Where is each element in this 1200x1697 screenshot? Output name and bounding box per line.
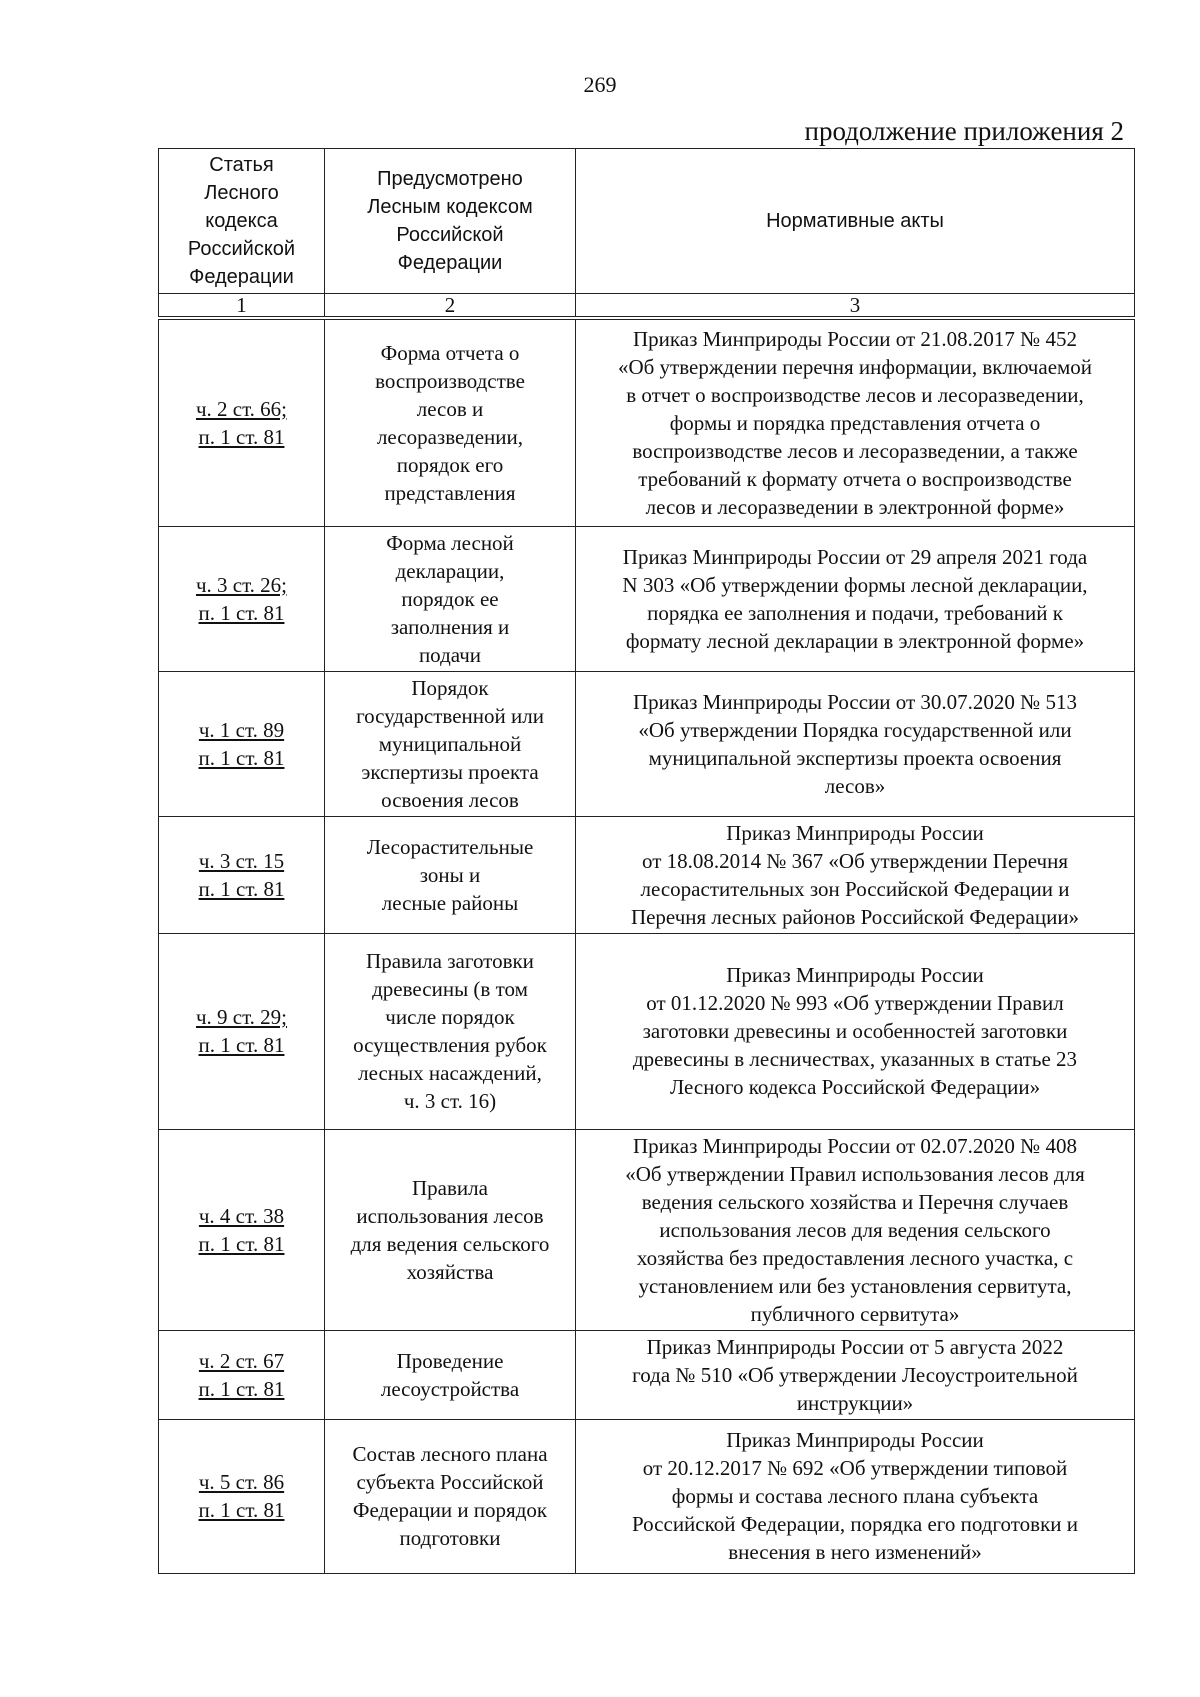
article-reference: ч. 2 ст. 66; п. 1 ст. 81 xyxy=(159,318,325,526)
table-row xyxy=(159,1129,1135,1330)
header-provision: Предусмотрено Лесным кодексом Российской Федерации xyxy=(325,149,576,294)
table-row xyxy=(159,933,1135,1129)
table-row xyxy=(159,526,1135,671)
header-acts: Нормативные акты xyxy=(576,149,1135,294)
provision-cell: Форма лесной декларации, порядок ее заполнения и подачи xyxy=(325,526,576,671)
article-reference: ч. 9 ст. 29; п. 1 ст. 81 xyxy=(159,933,325,1129)
header-article: Статья Лесного кодекса Российской Федерации xyxy=(159,149,325,294)
continuation-caption: продолжение приложения 2 xyxy=(804,116,1124,146)
column-number: 3 xyxy=(576,294,1135,319)
table-row xyxy=(159,1419,1135,1573)
table-row xyxy=(159,318,1135,526)
provision-cell: Проведение лесоустройства xyxy=(325,1330,576,1419)
normative-act-cell: Приказ Минприроды России от 01.12.2020 № 993 «Об утверждении Правил заготовки древесины и особенностей заготовки древесины в лесничествах, указанных в статье 23 Лесного кодекса Российской Федерации» xyxy=(576,933,1135,1129)
normative-act-cell: Приказ Минприроды России от 21.08.2017 № 452 «Об утверждении перечня информации, включаемой в отчет о воспроизводстве лесов и лесоразведении, формы и порядка представления отчета о воспроизводстве лесов и лесоразведении, а также требований к формату отчета о воспроизводстве лесов и лесоразведении в электронной форме» xyxy=(576,318,1135,526)
provision-cell: Состав лесного плана субъекта Российской Федерации и порядок подготовки xyxy=(325,1419,576,1573)
article-reference: ч. 3 ст. 26; п. 1 ст. 81 xyxy=(159,526,325,671)
normative-act-cell: Приказ Минприроды России от 5 августа 2022 года № 510 «Об утверждении Лесоустроительной инструкции» xyxy=(576,1330,1135,1419)
article-reference: ч. 1 ст. 89 п. 1 ст. 81 xyxy=(159,671,325,816)
table-row xyxy=(159,671,1135,816)
article-reference: ч. 2 ст. 67 п. 1 ст. 81 xyxy=(159,1330,325,1419)
column-number: 2 xyxy=(325,294,576,319)
normative-act-cell: Приказ Минприроды России от 29 апреля 2021 года N 303 «Об утверждении формы лесной декларации, порядка ее заполнения и подачи, требований к формату лесной декларации в электронной форме» xyxy=(576,526,1135,671)
normative-acts-table xyxy=(158,148,1135,1574)
article-reference: ч. 3 ст. 15 п. 1 ст. 81 xyxy=(159,816,325,933)
normative-act-cell: Приказ Минприроды России от 30.07.2020 № 513 «Об утверждении Порядка государственной или муниципальной экспертизы проекта освоения лесов» xyxy=(576,671,1135,816)
page-number: 269 xyxy=(583,72,617,97)
normative-act-cell: Приказ Минприроды России от 18.08.2014 № 367 «Об утверждении Перечня лесорастительных зон Российской Федерации и Перечня лесных районов Российской Федерации» xyxy=(576,816,1135,933)
provision-cell: Лесорастительные зоны и лесные районы xyxy=(325,816,576,933)
table-row xyxy=(159,816,1135,933)
normative-act-cell: Приказ Минприроды России от 20.12.2017 № 692 «Об утверждении типовой формы и состава лесного плана субъекта Российской Федерации, порядка его подготовки и внесения в него изменений» xyxy=(576,1419,1135,1573)
article-reference: ч. 4 ст. 38 п. 1 ст. 81 xyxy=(159,1129,325,1330)
provision-cell: Форма отчета о воспроизводстве лесов и лесоразведении, порядок его представления xyxy=(325,318,576,526)
column-number-row xyxy=(159,294,1135,319)
table-header-row xyxy=(159,149,1135,294)
provision-cell: Правила использования лесов для ведения сельского хозяйства xyxy=(325,1129,576,1330)
column-number: 1 xyxy=(159,294,325,319)
normative-act-cell: Приказ Минприроды России от 02.07.2020 № 408 «Об утверждении Правил использования лесов для ведения сельского хозяйства и Перечня случаев использования лесов для ведения сельского хозяйства без предоставления лесного участка, с установлением или без установления сервитута, публичного сервитута» xyxy=(576,1129,1135,1330)
article-reference: ч. 5 ст. 86 п. 1 ст. 81 xyxy=(159,1419,325,1573)
provision-cell: Правила заготовки древесины (в том числе порядок осуществления рубок лесных насаждений, ч. 3 ст. 16) xyxy=(325,933,576,1129)
table-row xyxy=(159,1330,1135,1419)
provision-cell: Порядок государственной или муниципальной экспертизы проекта освоения лесов xyxy=(325,671,576,816)
